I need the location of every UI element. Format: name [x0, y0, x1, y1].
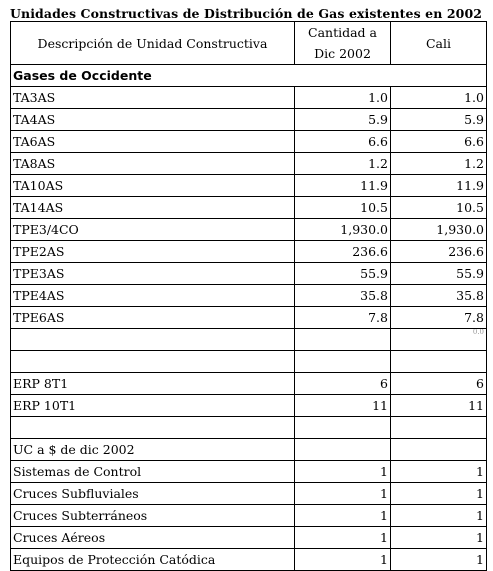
header-city: Cali — [391, 22, 487, 65]
table-row — [11, 131, 487, 153]
row-label: TA4AS — [11, 109, 295, 131]
row-cali: 5.9 — [391, 109, 487, 131]
table-row — [11, 219, 487, 241]
row-label: ERP 10T1 — [11, 395, 295, 417]
table-row — [11, 197, 487, 219]
empty-cell — [391, 439, 487, 461]
row-cali: 11.9 — [391, 175, 487, 197]
row-label: Sistemas de Control — [11, 461, 295, 483]
row-label: TPE3/4CO — [11, 219, 295, 241]
row-quantity: 55.9 — [295, 263, 391, 285]
row-cali: 1 — [391, 505, 487, 527]
row-label: TPE2AS — [11, 241, 295, 263]
table-row — [11, 153, 487, 175]
spacer-row — [11, 417, 487, 439]
row-quantity: 1 — [295, 483, 391, 505]
table-row — [11, 483, 487, 505]
row-cali: 35.8 — [391, 285, 487, 307]
row-cali: 1 — [391, 483, 487, 505]
table-row — [11, 505, 487, 527]
row-quantity: 6 — [295, 373, 391, 395]
row-cali: 6 — [391, 373, 487, 395]
table-row — [11, 263, 487, 285]
row-cali: 1 — [391, 549, 487, 571]
spacer-cell — [391, 417, 487, 439]
table-row — [11, 439, 487, 461]
uc-label: UC a $ de dic 2002 — [11, 439, 295, 461]
row-cali: 55.9 — [391, 263, 487, 285]
table-title: Unidades Constructivas de Distribución de Gas existentes en 2002 — [10, 6, 483, 21]
table-row — [11, 109, 487, 131]
row-label: Cruces Subfluviales — [11, 483, 295, 505]
row-quantity: 6.6 — [295, 131, 391, 153]
header-description: Descripción de Unidad Constructiva — [11, 22, 295, 65]
row-quantity: 7.8 — [295, 307, 391, 329]
row-cali: 1,930.0 — [391, 219, 487, 241]
row-quantity: 1.0 — [295, 87, 391, 109]
ghost-value: 0.0 — [391, 329, 487, 351]
row-label: TA6AS — [11, 131, 295, 153]
header-row — [11, 22, 487, 65]
row-cali: 7.8 — [391, 307, 487, 329]
row-quantity: 1 — [295, 505, 391, 527]
row-cali: 1 — [391, 527, 487, 549]
row-label: Cruces Subterráneos — [11, 505, 295, 527]
row-label: ERP 8T1 — [11, 373, 295, 395]
header-quantity-line2: Dic 2002 — [314, 46, 371, 61]
table-row — [11, 461, 487, 483]
spacer-cell — [295, 351, 391, 373]
section-title: Gases de Occidente — [11, 65, 487, 87]
row-quantity: 1 — [295, 461, 391, 483]
table-row — [11, 549, 487, 571]
row-quantity: 10.5 — [295, 197, 391, 219]
table-row — [11, 241, 487, 263]
row-cali: 6.6 — [391, 131, 487, 153]
row-label: TA10AS — [11, 175, 295, 197]
spacer-cell — [11, 329, 295, 351]
spacer-cell — [391, 351, 487, 373]
row-quantity: 35.8 — [295, 285, 391, 307]
spacer-cell — [295, 417, 391, 439]
spacer-cell — [295, 329, 391, 351]
row-cali: 1.0 — [391, 87, 487, 109]
empty-cell — [295, 439, 391, 461]
header-quantity — [295, 22, 391, 65]
row-quantity: 1.2 — [295, 153, 391, 175]
row-cali: 11 — [391, 395, 487, 417]
table-row — [11, 175, 487, 197]
row-label: TA14AS — [11, 197, 295, 219]
header-quantity-line1: Cantidad a — [308, 25, 377, 40]
row-label: TPE3AS — [11, 263, 295, 285]
row-quantity: 1 — [295, 549, 391, 571]
table-row — [11, 285, 487, 307]
uc-table — [10, 21, 487, 571]
table-row — [11, 87, 487, 109]
row-quantity: 236.6 — [295, 241, 391, 263]
row-label: TA3AS — [11, 87, 295, 109]
row-label: Equipos de Protección Catódica — [11, 549, 295, 571]
row-label: TA8AS — [11, 153, 295, 175]
spacer-cell — [11, 417, 295, 439]
row-quantity: 1 — [295, 527, 391, 549]
section-row — [11, 65, 487, 87]
row-label: TPE6AS — [11, 307, 295, 329]
row-cali: 236.6 — [391, 241, 487, 263]
table-row — [11, 395, 487, 417]
row-quantity: 1,930.0 — [295, 219, 391, 241]
row-cali: 10.5 — [391, 197, 487, 219]
row-label: TPE4AS — [11, 285, 295, 307]
row-quantity: 5.9 — [295, 109, 391, 131]
table-row — [11, 373, 487, 395]
spacer-row — [11, 329, 487, 351]
spacer-cell — [11, 351, 295, 373]
table-row — [11, 307, 487, 329]
spacer-row — [11, 351, 487, 373]
row-quantity: 11 — [295, 395, 391, 417]
row-cali: 1 — [391, 461, 487, 483]
table-row — [11, 527, 487, 549]
row-quantity: 11.9 — [295, 175, 391, 197]
row-label: Cruces Aéreos — [11, 527, 295, 549]
row-cali: 1.2 — [391, 153, 487, 175]
